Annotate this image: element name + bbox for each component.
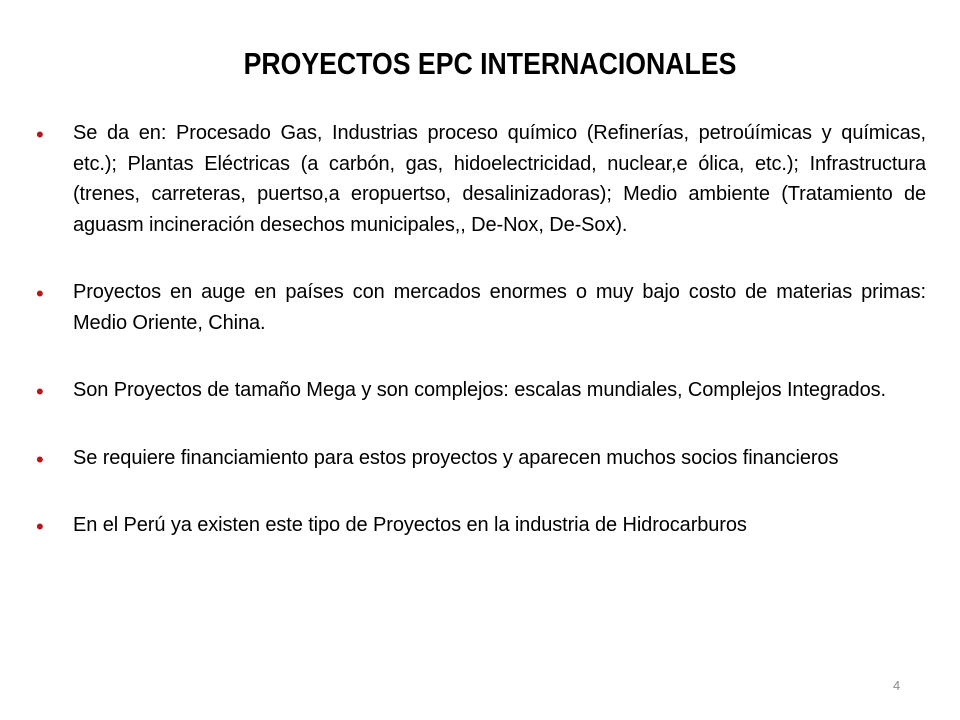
bullet-list [36, 118, 926, 578]
bullet-icon: • [36, 281, 44, 306]
page-number: 4 [893, 678, 901, 693]
bullet-item [36, 375, 926, 406]
bullet-icon: • [36, 122, 44, 147]
bullet-icon: • [36, 446, 44, 472]
bullet-item [36, 118, 926, 240]
bullet-text: En el Perú ya existen este tipo de Proyectos en la industria de Hidrocarburos [73, 514, 747, 536]
bullet-text: Proyectos en auge en países con mercados enormes o muy bajo costo de materias primas: Medio Oriente, China. [73, 281, 926, 334]
slide-title: PROYECTOS EPC INTERNACIONALES [243, 46, 737, 81]
bullet-item [36, 510, 926, 541]
bullet-item [36, 277, 926, 338]
bullet-text: Son Proyectos de tamaño Mega y son complejos: escalas mundiales, Complejos Integrados. [73, 379, 886, 401]
bullet-text: Se da en: Procesado Gas, Industrias proceso químico (Refinerías, petroúímicas y químicas, etc.); Plantas Eléctricas (a carbón, gas, hidoelectricidad, nuclear,e ólica, etc.); Infrastructura (trenes, carreteras, puertso,a eropuertso, desalinizadoras); Medio ambiente (Tratamiento de aguasm incineración desechos municipales,, De-Nox, De-Sox). [73, 122, 926, 236]
bullet-icon: • [36, 379, 44, 404]
bullet-item [36, 443, 926, 474]
bullet-text: Se requiere financiamiento para estos proyectos y aparecen muchos socios financieros [73, 446, 839, 469]
bullet-icon: • [36, 514, 44, 539]
